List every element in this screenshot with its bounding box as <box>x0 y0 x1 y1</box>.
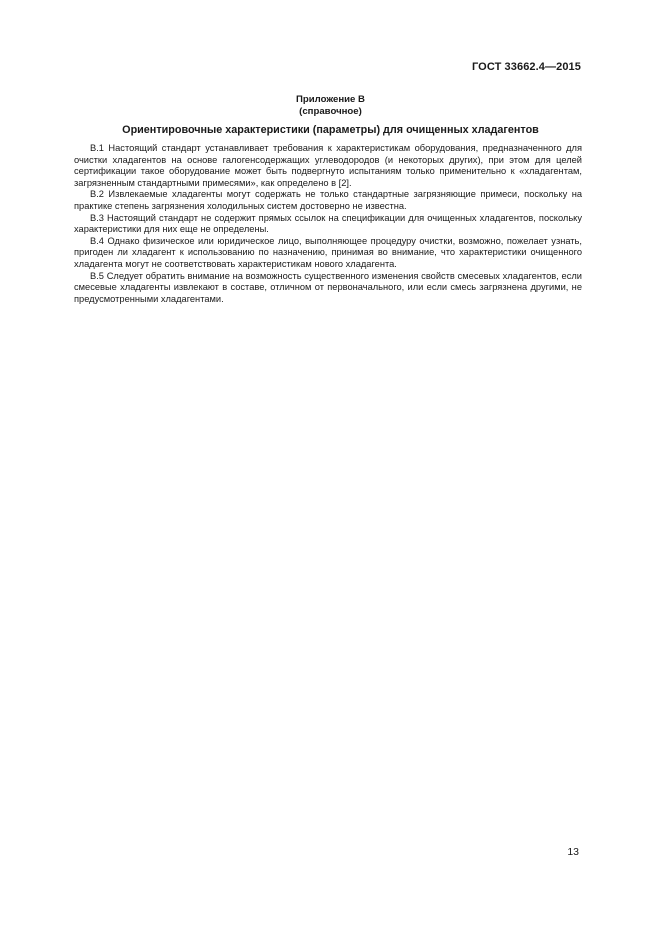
paragraph-b3: В.3 Настоящий стандарт не содержит прямых ссылок на спецификации для очищенных хладагентов, поскольку характеристики для них еще не определены. <box>74 212 582 235</box>
page-number: 13 <box>567 846 579 858</box>
body-text <box>74 143 582 305</box>
document-code: ГОСТ 33662.4—2015 <box>471 61 581 73</box>
paragraph-b2: В.2 Извлекаемые хладагенты могут содержать не только стандартные загрязняющие примеси, поскольку на практике степень загрязнения холодильных систем достоверно не известна. <box>74 189 582 211</box>
paragraph-b4: В.4 Однако физическое или юридическое лицо, выполняющее процедуру очистки, возможно, пожелает узнать, пригоден ли хладагент к использованию по назначению, принимая во внимание, что характеристики очищенного хладагента могут не соответствовать характеристикам нового хладагента. <box>74 235 582 269</box>
paragraph-b5: В.5 Следует обратить внимание на возможность существенного изменения свойств смесевых хладагентов, если смесевые хладагенты извлекают в составе, отличном от первоначального, или если смесь загрязнена другими, не предусмотренными хладагентами. <box>74 270 582 304</box>
annex-type: (справочное) <box>299 106 362 117</box>
paragraph-b1: В.1 Настоящий стандарт устанавливает требования к характеристикам оборудования, предназначенного для очистки хладагентов на основе галогенсодержащих углеводородов (и некоторых других), при этом для целей сертификации такое оборудование может быть подвергнуто испытаниям только применительно к «хладагентам, загрязненным стандартными примесями», как определено в [2]. <box>74 143 582 188</box>
annex-heading <box>0 94 661 118</box>
annex-title: Ориентировочные характеристики (параметры) для очищенных хладагентов <box>122 124 539 136</box>
annex-label: Приложение В <box>296 94 365 105</box>
